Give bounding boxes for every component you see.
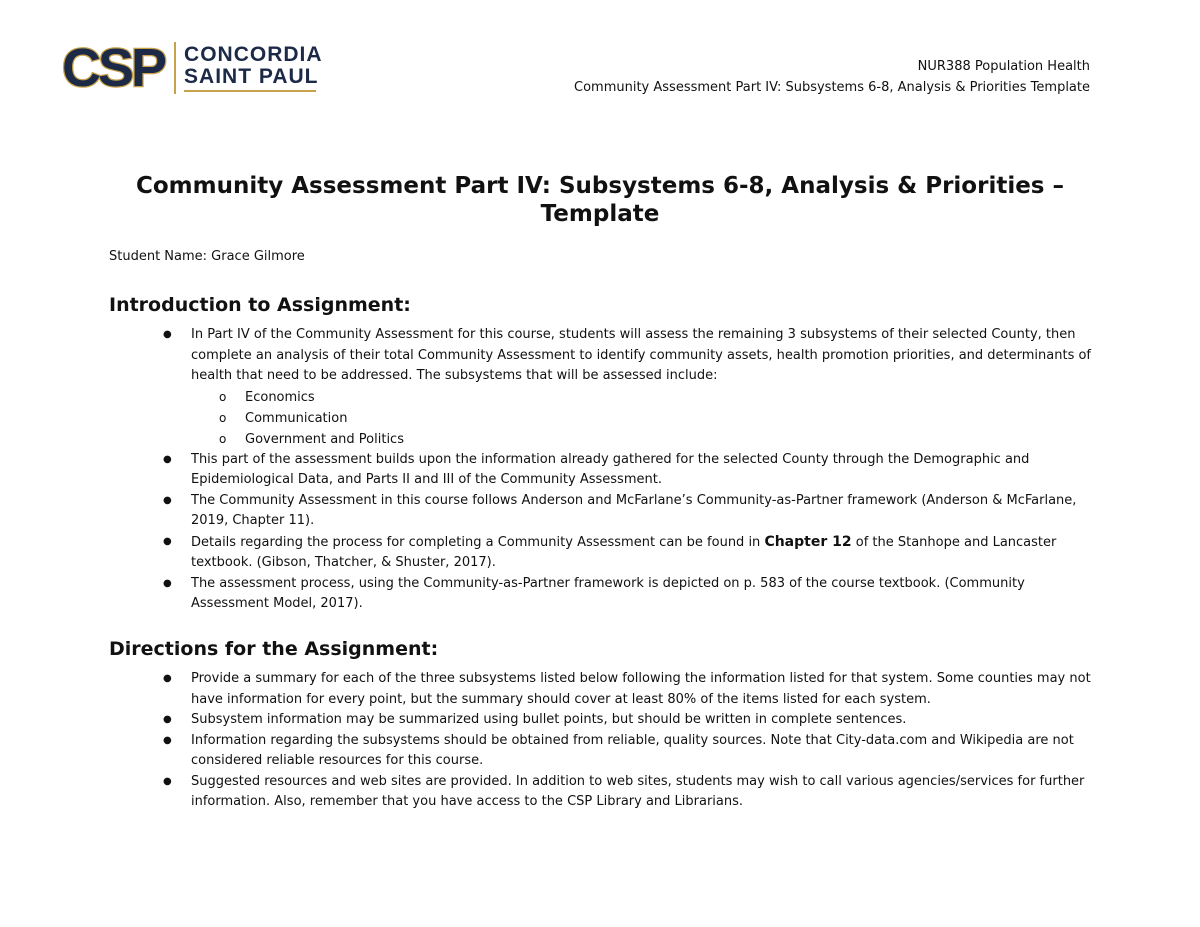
list-item: ● The Community Assessment in this course follows Anderson and McFarlane’s Community-as-Partner framework (Anderson & McFarlane, 2019, Chapter 11). <box>163 492 1077 528</box>
bullet-icon: ● <box>163 453 172 465</box>
header-doc-title: Community Assessment Part IV: Subsystems 6-8, Analysis & Priorities Template <box>574 80 1090 95</box>
page-header <box>574 56 1090 98</box>
list-item: ● The assessment process, using the Community-as-Partner framework is depicted on p. 583 of the course textbook. (Community Assessment Model, 2017). <box>163 575 1025 611</box>
logo-mark: CSP <box>62 38 165 98</box>
chapter-reference: Chapter 12 <box>764 533 852 550</box>
title-line-2: Template <box>540 201 660 227</box>
subsystem-item: o Economics <box>191 387 1091 408</box>
bullet-icon: ● <box>163 775 172 787</box>
student-name: Student Name: Grace Gilmore <box>109 249 305 264</box>
list-item: ● Provide a summary for each of the three subsystems listed below following the information listed for that system. Some counties may not have information for every point, but the summary should cover at least 80% of the items listed for each system. <box>163 671 1091 707</box>
directions-list <box>0 669 1200 813</box>
bullet-icon: ● <box>163 673 172 684</box>
bullet-icon: ● <box>163 494 172 506</box>
bullet-icon: ● <box>163 329 172 340</box>
sub-bullet-icon: o <box>219 431 227 446</box>
intro-heading: Introduction to Assignment: <box>109 294 411 316</box>
subsystem-item: o Government and Politics <box>191 429 1091 450</box>
bullet-icon: ● <box>163 714 172 725</box>
list-item: ● Subsystem information may be summarized using bullet points, but should be written in complete sentences. <box>0 710 1091 731</box>
logo-wordmark <box>184 44 323 92</box>
bullet-icon: ● <box>163 734 172 746</box>
title-line-1: Community Assessment Part IV: Subsystems 6-8, Analysis & Priorities – <box>136 173 1064 199</box>
intro-list <box>0 325 1200 615</box>
directions-heading: Directions for the Assignment: <box>109 638 439 660</box>
sub-bullet-icon: o <box>219 410 227 425</box>
list-item: ● Information regarding the subsystems should be obtained from reliable, quality sources. Note that City-data.com and Wikipedia are not considered reliable resources for this course. <box>163 732 1074 768</box>
list-item: ● In Part IV of the Community Assessment for this course, students will assess the remaining 3 subsystems of their selected County, then complete an analysis of their total Community Assessment to identify community assets, health promotion priorities, and determinants of health that need to be addressed. The subsystems that will be assessed include: o Economics o Communication o Government and Politics <box>0 325 1091 450</box>
list-item: ● Details regarding the process for completing a Community Assessment can be found in Chapter 12 of the Stanhope and Lancaster textbook. (Gibson, Thatcher, & Shuster, 2017). <box>163 533 1057 570</box>
logo-line-2: SAINT PAUL <box>184 65 319 88</box>
bullet-icon: ● <box>163 577 172 589</box>
page-title <box>100 172 1100 228</box>
subsystem-list <box>191 387 1091 450</box>
list-item: ● Suggested resources and web sites are provided. In addition to web sites, students may wish to call various agencies/services for further information. Also, remember that you have access to the CSP Library and Librarians. <box>163 773 1085 809</box>
bullet-icon: ● <box>163 535 172 547</box>
csp-logo <box>62 40 323 96</box>
header-course: NUR388 Population Health <box>917 59 1090 74</box>
logo-line-1: CONCORDIA <box>184 43 323 66</box>
subsystem-item: o Communication <box>191 408 1091 429</box>
list-item: ● This part of the assessment builds upon the information already gathered for the selected County through the Demographic and Epidemiological Data, and Parts II and III of the Community Assessment. <box>163 451 1030 487</box>
sub-bullet-icon: o <box>219 389 227 404</box>
logo-divider <box>174 42 176 94</box>
logo-underline <box>184 90 316 92</box>
